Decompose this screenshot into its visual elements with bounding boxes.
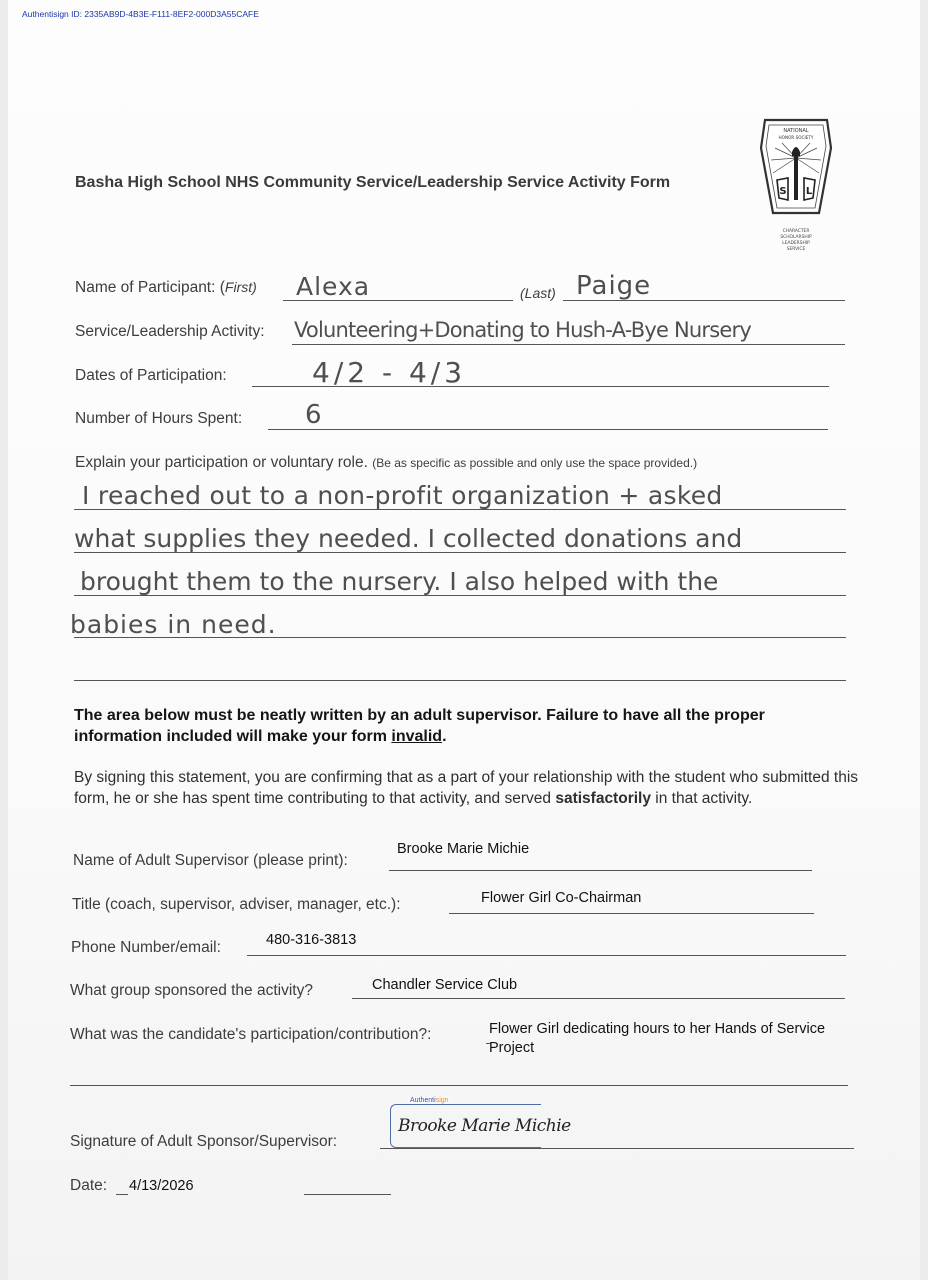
supervisor-title-label: Title (coach, supervisor, adviser, manager, etc.): [72,896,401,913]
supervisor-title-line [449,913,814,914]
nhs-emblem-icon [757,118,835,258]
explain-text-line[interactable]: brought them to the nursery. I also helped with the [80,567,719,596]
date-line-end [304,1194,391,1195]
phone-value[interactable]: 480-316-3813 [266,932,357,948]
confirmation-statement: By signing this statement, you are confirming that as a part of your relationship with the student who submitted this form, he or she has spent time contributing to that activity, and served satisfactorily in that activity. [74,769,859,807]
svg-text:HONOR SOCIETY: HONOR SOCIETY [778,135,814,140]
authentisign-badge: Authentisign [410,1097,449,1104]
date-value[interactable]: 4/13/2026 [129,1178,194,1194]
contribution-value-line-1[interactable]: Flower Girl dedicating hours to her Hands of Service [489,1021,826,1037]
hours-line [268,429,828,430]
first-name-value[interactable]: Alexa [296,272,371,301]
supervisor-name-line [389,870,812,871]
last-name-label: (Last) [520,285,556,301]
signature-label: Signature of Adult Sponsor/Supervisor: [70,1133,338,1150]
svg-text:CHARACTER: CHARACTER [782,229,810,234]
contribution-label: What was the candidate's participation/contribution?: [70,1026,432,1043]
phone-label: Phone Number/email: [71,939,221,956]
authentisign-id: Authentisign ID: 2335AB9D-4B3E-F111-8EF2-000D3A55CAFE [22,9,259,19]
svg-text:LEADERSHIP: LEADERSHIP [782,241,810,246]
supervisor-title-value[interactable]: Flower Girl Co-Chairman [481,890,642,906]
supervisor-name-label: Name of Adult Supervisor (please print): [73,852,348,869]
contribution-value-line-2[interactable]: Project [489,1040,535,1056]
activity-line [292,344,845,345]
sponsor-group-label: What group sponsored the activity? [70,982,313,999]
dates-value[interactable]: 4/2 - 4/3 [312,356,467,389]
hours-value[interactable]: 6 [305,400,323,430]
logo-top-text: NATIONAL [783,128,809,134]
last-name-value[interactable]: Paige [576,271,652,301]
explain-line-5 [74,680,846,681]
participant-name-label: Name of Participant: (First) [75,279,257,296]
sponsor-group-line [352,998,845,999]
svg-text:S: S [779,186,787,197]
sponsor-group-value[interactable]: Chandler Service Club [372,977,518,993]
date-label: Date: [70,1177,108,1194]
explain-text-line[interactable]: I reached out to a non-profit organization + asked [82,481,723,510]
explain-text-line[interactable]: what supplies they needed. I collected donations and [74,524,743,553]
signature-line [380,1148,854,1149]
activity-label: Service/Leadership Activity: [75,323,265,340]
explain-label: Explain your participation or voluntary role. (Be as specific as possible and only use the space provided.) [75,454,698,471]
svg-text:SCHOLARSHIP: SCHOLARSHIP [780,235,812,240]
date-line [116,1194,128,1195]
supervisor-name-value[interactable]: Brooke Marie Michie [397,841,530,857]
svg-text:L: L [805,186,813,197]
contribution-line [70,1085,848,1086]
supervisor-notice: The area below must be neatly written by an adult supervisor. Failure to have all the proper information included will make your form invalid. [74,707,765,745]
hours-label: Number of Hours Spent: [75,410,243,427]
supervisor-signature[interactable]: Brooke Marie Michie [398,1116,571,1136]
phone-line [247,955,846,956]
explain-text-line[interactable]: babies in need. [70,610,277,639]
dates-label: Dates of Participation: [75,367,227,384]
activity-value[interactable]: Volunteering+Donating to Hush-A-Bye Nursery [294,318,751,342]
form-title: Basha High School NHS Community Service/Leadership Service Activity Form [75,174,671,191]
svg-text:SERVICE: SERVICE [786,247,806,252]
